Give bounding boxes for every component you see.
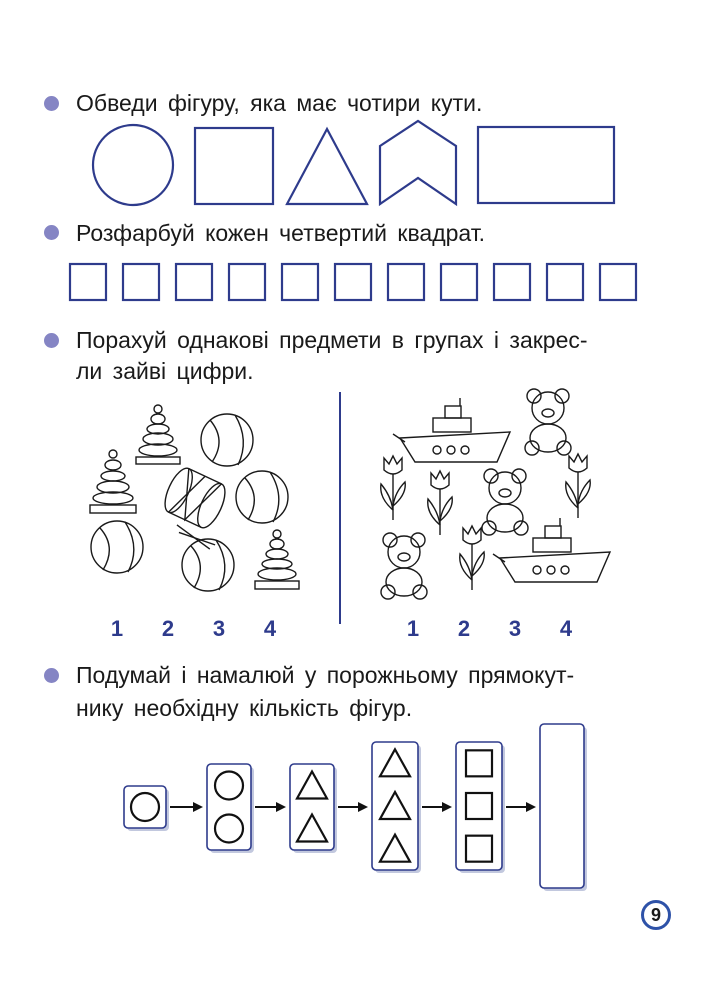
color-square-7[interactable]: [388, 264, 424, 300]
chevron-shape[interactable]: [380, 121, 456, 204]
sequence-box-6[interactable]: [540, 724, 587, 891]
left-nums-number-2[interactable]: 2: [161, 616, 175, 641]
ball-icon: [182, 539, 234, 591]
arrow-icon: [338, 802, 368, 812]
color-square-9[interactable]: [494, 264, 530, 300]
task-3-line-2: ли зайві цифри.: [76, 358, 254, 384]
task-3-line-1: Порахуй однакові предмети в групах і закрес-: [76, 327, 588, 353]
pyramid-toy-icon: [90, 450, 136, 513]
teddy-bear-icon: [525, 389, 571, 455]
task-1-text: Обведи фігуру, яка має чотири кути.: [76, 90, 483, 116]
ball-icon: [91, 521, 143, 573]
sequence-box-5: [456, 742, 505, 873]
pyramid-toy-icon: [255, 530, 299, 589]
task-4-line-2: нику необхідну кількість фігур.: [76, 695, 413, 721]
task-2-text: Розфарбуй кожен четвертий квадрат.: [76, 220, 486, 246]
ball-icon: [236, 471, 288, 523]
color-square-1[interactable]: [70, 264, 106, 300]
color-square-8[interactable]: [441, 264, 477, 300]
left-nums-number-3[interactable]: 3: [212, 616, 226, 641]
color-square-6[interactable]: [335, 264, 371, 300]
right-nums-number-1[interactable]: 1: [406, 616, 420, 641]
task-4-line-1: Подумай і намалюй у порожньому прямокут-: [76, 662, 575, 688]
teddy-bear-icon: [381, 533, 427, 599]
color-square-10[interactable]: [547, 264, 583, 300]
arrow-icon: [170, 802, 203, 812]
sequence-box-2: [207, 764, 254, 853]
arrow-icon: [506, 802, 536, 812]
right-nums-number-3[interactable]: 3: [508, 616, 522, 641]
sequence-box-3: [290, 764, 337, 853]
arrow-icon: [255, 802, 286, 812]
drum-icon: [153, 464, 240, 550]
tulip-icon: [460, 526, 485, 590]
pyramid-toy-icon: [136, 405, 180, 464]
rectangle-shape[interactable]: [478, 127, 614, 203]
ball-icon: [201, 414, 253, 466]
right-nums-number-4[interactable]: 4: [559, 616, 573, 641]
left-nums-number-1[interactable]: 1: [110, 616, 124, 641]
color-square-5[interactable]: [282, 264, 318, 300]
square-shape[interactable]: [195, 128, 273, 204]
circle-shape[interactable]: [93, 125, 173, 205]
tulip-icon: [428, 471, 453, 535]
sequence-box-4: [372, 742, 421, 873]
boat-icon: [493, 518, 610, 582]
tulip-icon: [566, 454, 591, 518]
page-number: 9: [641, 900, 671, 930]
color-square-3[interactable]: [176, 264, 212, 300]
sequence-box-1: [124, 786, 169, 831]
color-square-2[interactable]: [123, 264, 159, 300]
triangle-shape[interactable]: [287, 129, 367, 204]
boat-icon: [393, 398, 510, 462]
teddy-bear-icon: [482, 469, 528, 535]
tulip-icon: [381, 456, 406, 520]
color-square-4[interactable]: [229, 264, 265, 300]
color-square-11[interactable]: [600, 264, 636, 300]
left-nums-number-4[interactable]: 4: [263, 616, 277, 641]
right-nums-number-2[interactable]: 2: [457, 616, 471, 641]
arrow-icon: [422, 802, 452, 812]
